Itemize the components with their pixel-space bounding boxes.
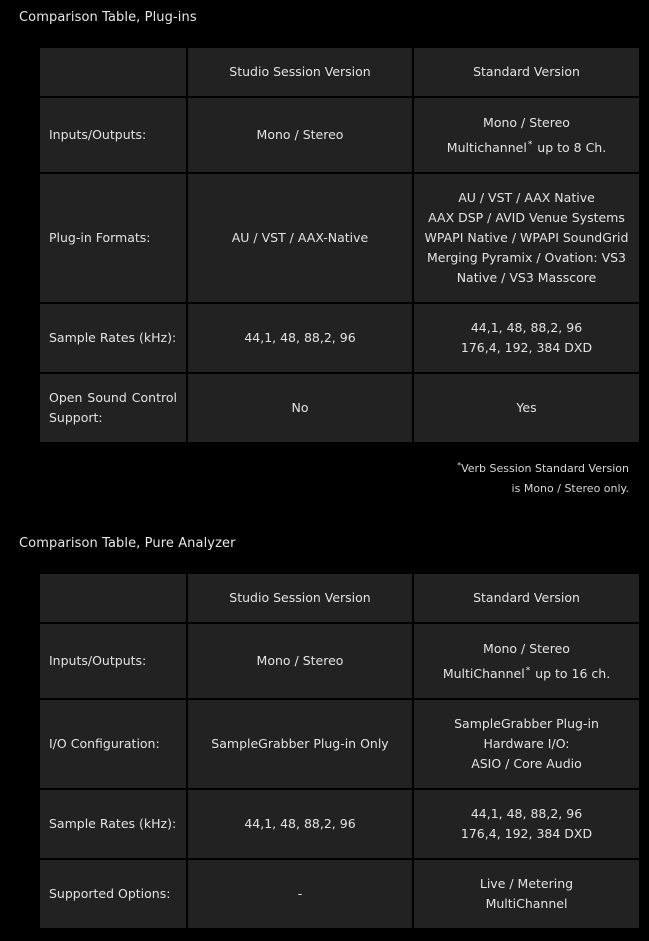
header-studio-session: Studio Session Version [187,573,413,623]
standard-io-channels: up to 16 ch. [531,665,611,681]
standard-inputs-outputs [413,97,640,173]
row-label-osc-support: Open Sound Control Support: [39,373,187,443]
row-label-sample-rates: Sample Rates (kHz): [39,303,187,373]
sample-rate-line: 44,1, 48, 88,2, 96 [470,320,583,335]
studio-inputs-outputs: Mono / Stereo [187,623,413,699]
standard-osc-support: Yes [413,373,640,443]
format-line: Native / VS3 Masscore [456,270,597,285]
format-line: AU / VST / AAX Native [458,190,595,205]
footnote-mark: * [457,461,462,470]
row-label-plugin-formats: Plug-in Formats: [39,173,187,303]
table-row [39,373,640,443]
header-studio-session: Studio Session Version [187,47,413,97]
table-header-row [39,47,640,97]
studio-supported-options: - [187,859,413,929]
io-config-line: SampleGrabber Plug-in [454,716,599,731]
standard-io-line1: Mono / Stereo [483,640,570,656]
row-label-sample-rates: Sample Rates (kHz): [39,789,187,859]
table-header-row [39,573,640,623]
io-config-line: ASIO / Core Audio [471,756,582,771]
studio-sample-rates: 44,1, 48, 88,2, 96 [187,303,413,373]
footnote [457,459,629,499]
footnote-mark: * [525,665,531,676]
io-config-line: Hardware I/O: [483,736,570,751]
table-row [39,173,640,303]
standard-sample-rates [413,303,640,373]
studio-io-configuration: SampleGrabber Plug-in Only [187,699,413,789]
comparison-table-plugins [38,46,641,444]
standard-io-multichannel: MultiChannel [442,665,525,681]
standard-io-channels: up to 8 Ch. [533,139,607,155]
row-label-inputs-outputs: Inputs/Outputs: [39,623,187,699]
table-row [39,303,640,373]
studio-inputs-outputs: Mono / Stereo [187,97,413,173]
table-row [39,699,640,789]
format-line: Merging Pyramix / Ovation: VS3 [426,250,627,265]
footnote-mark: * [527,139,533,150]
table-row [39,623,640,699]
footnote-line1 [457,459,629,479]
studio-osc-support: No [187,373,413,443]
studio-sample-rates: 44,1, 48, 88,2, 96 [187,789,413,859]
comparison-table-pure-analyzer [38,572,641,930]
standard-io-multichannel: Multichannel [446,139,527,155]
standard-sample-rates [413,789,640,859]
option-line: MultiChannel [485,896,568,911]
section-title-plugins: Comparison Table, Plug-ins [19,10,197,25]
standard-io-line2 [418,138,635,158]
standard-io-line1: Mono / Stereo [483,114,570,130]
table-row [39,97,640,173]
table-row [39,859,640,929]
standard-io-line2 [418,664,635,684]
header-empty-cell [39,47,187,97]
footnote-text: Verb Session Standard Version [461,462,629,475]
option-line: Live / Metering [479,876,574,891]
sample-rate-line: 44,1, 48, 88,2, 96 [470,806,583,821]
standard-io-configuration [413,699,640,789]
standard-inputs-outputs [413,623,640,699]
section-title-pure-analyzer: Comparison Table, Pure Analyzer [19,536,236,551]
header-standard: Standard Version [413,573,640,623]
row-label-supported-options: Supported Options: [39,859,187,929]
studio-plugin-formats: AU / VST / AAX-Native [187,173,413,303]
footnote-line2: is Mono / Stereo only. [511,482,629,495]
header-standard: Standard Version [413,47,640,97]
standard-plugin-formats [413,173,640,303]
sample-rate-line: 176,4, 192, 384 DXD [460,826,593,841]
row-label-inputs-outputs: Inputs/Outputs: [39,97,187,173]
header-empty-cell [39,573,187,623]
format-line: AAX DSP / AVID Venue Systems [428,210,625,225]
format-line: WPAPI Native / WPAPI SoundGrid [424,230,629,245]
table-row [39,789,640,859]
row-label-io-configuration: I/O Configuration: [39,699,187,789]
standard-supported-options [413,859,640,929]
sample-rate-line: 176,4, 192, 384 DXD [460,340,593,355]
